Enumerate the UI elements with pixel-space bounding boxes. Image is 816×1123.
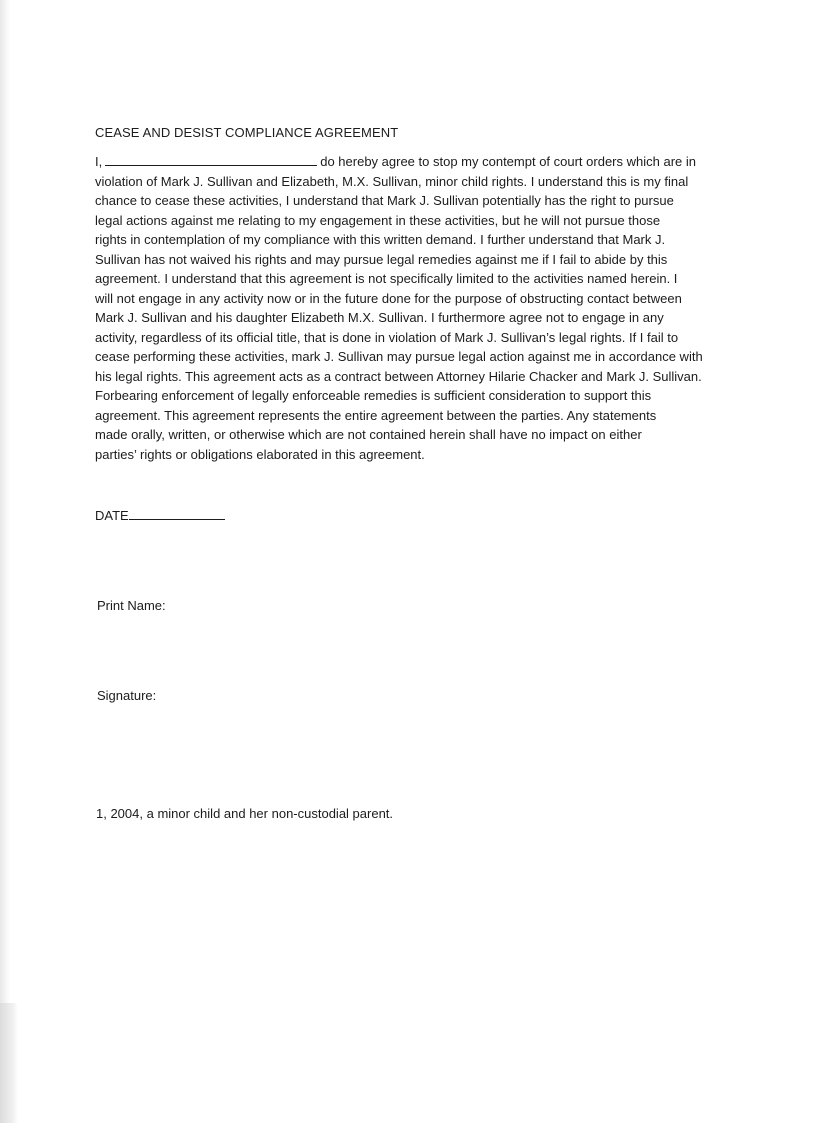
paragraph-line: his legal rights. This agreement acts as a contract between Attorney Hilarie Chacker and Mark J. Sullivan. — [95, 368, 702, 384]
footnote-text: 1, 2004, a minor child and her non-custodial parent. — [96, 806, 394, 821]
paragraph-line: Mark J. Sullivan and his daughter Elizabeth M.X. Sullivan. I furthermore agree not to engage in any — [95, 310, 664, 325]
scan-edge-shadow — [0, 0, 10, 1123]
paragraph-line: activity, regardless of its official title, that is done in violation of Mark J. Sullivan’s legal rights. If I fail to — [95, 329, 679, 345]
agreement-paragraph — [95, 152, 735, 464]
paragraph-prefix: I, — [95, 154, 103, 169]
paragraph-line: cease performing these activities, mark J. Sullivan may pursue legal action against me in accordance with — [95, 349, 703, 364]
paragraph-line: agreement. I understand that this agreement is not specifically limited to the activities named herein. I — [95, 271, 678, 286]
date-label: DATE — [95, 508, 129, 523]
paragraph-line-1 — [95, 152, 735, 172]
name-blank-line[interactable] — [105, 153, 317, 166]
paragraph-line: chance to cease these activities, I understand that Mark J. Sullivan potentially has the right to pursue — [95, 193, 674, 208]
paragraph-line: made orally, written, or otherwise which are not contained herein shall have no impact on either — [95, 427, 642, 442]
paragraph-line-1-text: do hereby agree to stop my contempt of court orders which are in — [320, 154, 696, 169]
paragraph-line: violation of Mark J. Sullivan and Elizabeth, M.X. Sullivan, minor child rights. I understand this is my final — [95, 173, 689, 189]
paragraph-line: parties’ rights or obligations elaborated in this agreement. — [95, 446, 425, 462]
paragraph-line: rights in contemplation of my compliance with this written demand. I further understand that Mark J. — [95, 232, 666, 247]
signature-label: Signature: — [97, 688, 157, 703]
paragraph-line: legal actions against me relating to my engagement in these activities, but he will not pursue those — [95, 212, 661, 228]
paragraph-line: Sullivan has not waived his rights and may pursue legal remedies against me if I fail to abide by this — [95, 251, 668, 267]
scan-corner-shadow — [0, 1003, 18, 1123]
paragraph-line: agreement. This agreement represents the entire agreement between the parties. Any statements — [95, 407, 657, 423]
date-blank-line[interactable] — [129, 507, 225, 520]
print-name-label: Print Name: — [97, 598, 166, 613]
document-title: CEASE AND DESIST COMPLIANCE AGREEMENT — [95, 125, 399, 140]
date-field — [95, 507, 225, 523]
paragraph-line: Forbearing enforcement of legally enforceable remedies is sufficient consideration to support this — [95, 388, 652, 403]
paragraph-line: will not engage in any activity now or in the future done for the purpose of obstructing contact between — [95, 290, 682, 306]
